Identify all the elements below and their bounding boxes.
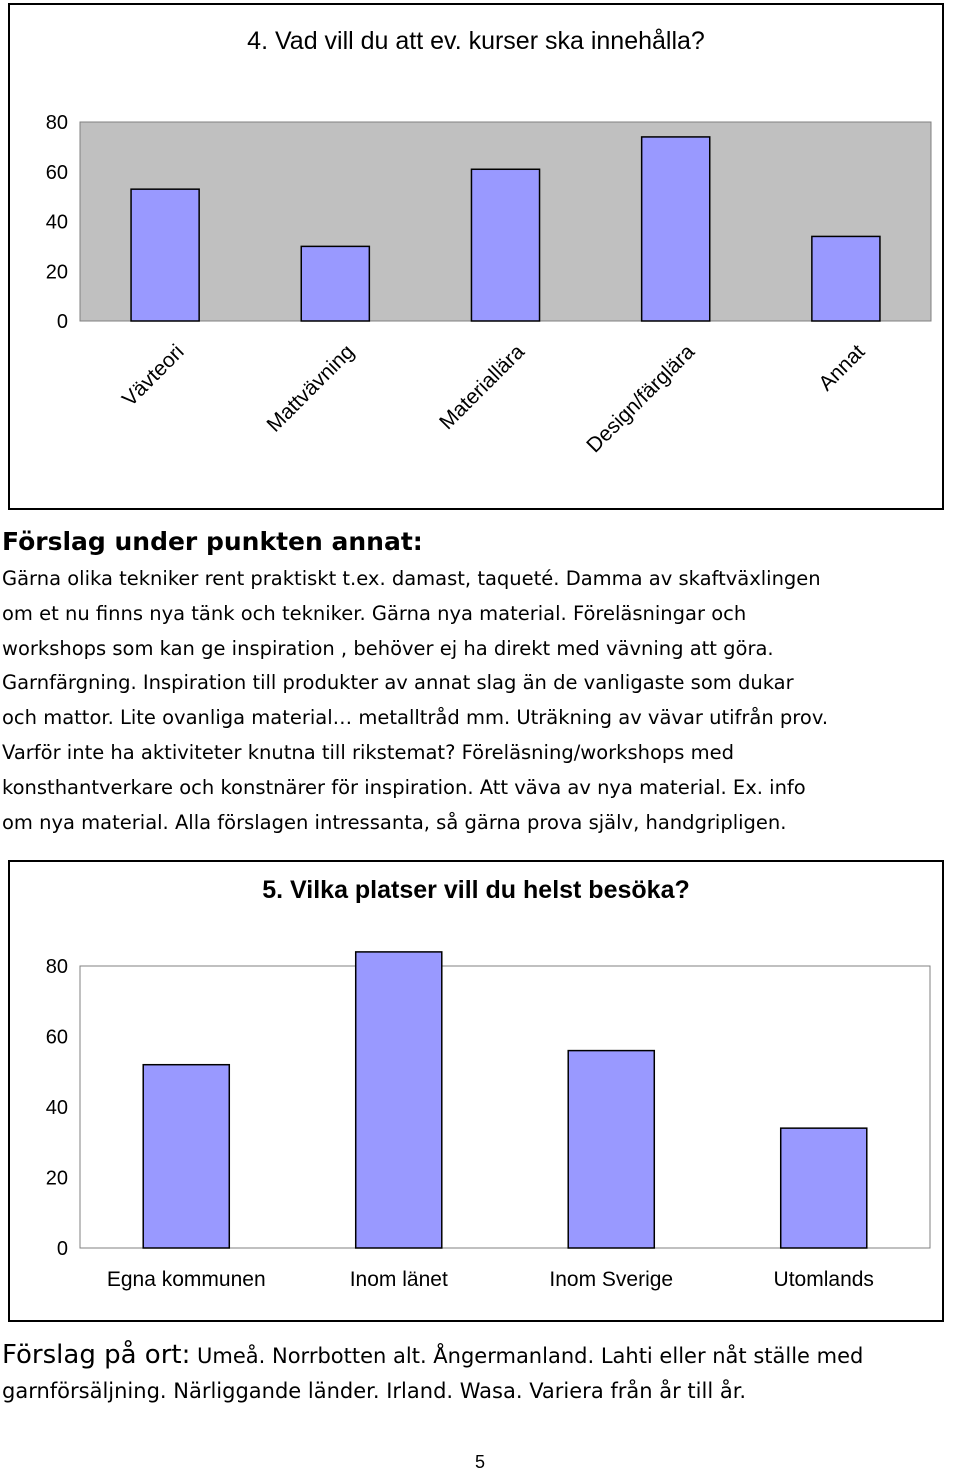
ort-heading: Förslag på ort: [2, 1340, 191, 1370]
y-tick-label: 60 [45, 161, 68, 184]
bar [812, 236, 880, 321]
bar [301, 246, 369, 321]
x-tick-label: Materiallära [435, 340, 530, 435]
annat-line: om et nu finns nya tänk och tekniker. Gärna nya material. Föreläsningar och [2, 601, 747, 625]
ort-line-1 [2, 1338, 957, 1374]
bar [131, 189, 199, 321]
x-tick-label: Egna kommunen [106, 1268, 266, 1291]
bar [568, 1051, 654, 1248]
bar [356, 952, 442, 1248]
x-tick-label: Utomlands [773, 1268, 874, 1291]
y-tick-label: 20 [45, 261, 68, 284]
annat-line: Varför inte ha aktiviteter knutna till rikstemat? Föreläsning/workshops med [2, 741, 735, 764]
y-tick-label: 0 [56, 311, 68, 333]
ort-line-2: garnförsäljning. Närliggande länder. Irland. Wasa. Variera från år till år. [2, 1379, 747, 1403]
y-tick-label: 0 [56, 1238, 68, 1260]
bar [143, 1065, 229, 1248]
x-tick-label: Inom Sverige [549, 1268, 674, 1291]
y-tick-label: 80 [45, 956, 68, 978]
chart-course-content-svg [10, 5, 946, 512]
chart-title: 5. Vilka platser vill du helst besöka? [262, 876, 690, 904]
x-tick-label: Inom länet [349, 1268, 448, 1291]
y-tick-label: 80 [45, 112, 68, 134]
x-tick-label: Mattvävning [262, 340, 359, 437]
bar [781, 1128, 867, 1248]
annat-heading: Förslag under punkten annat: [2, 527, 423, 556]
annat-line: konsthantverkare och konstnärer för inspiration. Att väva av nya material. Ex. info [2, 775, 806, 799]
x-tick-label: Vävteori [117, 340, 189, 412]
x-tick-label: Annat [814, 340, 870, 396]
y-tick-label: 40 [45, 211, 68, 234]
y-tick-label: 60 [45, 1026, 68, 1049]
y-tick-label: 40 [45, 1097, 68, 1119]
chart-course-content [8, 3, 944, 510]
page-number: 5 [474, 1452, 485, 1472]
chart-places-svg [10, 862, 946, 1324]
annat-line: workshops som kan ge inspiration , behöver ej ha direkt med vävning att göra. [2, 636, 774, 660]
x-tick-label: Design/färglära [582, 340, 700, 458]
chart-places [8, 860, 944, 1322]
bar [471, 169, 539, 321]
annat-line: och mattor. Lite ovanliga material… metalltråd mm. Uträkning av vävar utifrån prov. [2, 706, 829, 730]
annat-line: Gärna olika tekniker rent praktiskt t.ex. damast, taqueté. Damma av skaftväxlingen [2, 567, 821, 590]
ort-text-1: Umeå. Norrbotten alt. Ångermanland. Lahti eller nåt ställe med [190, 1344, 864, 1368]
y-tick-label: 20 [45, 1167, 68, 1190]
bar [642, 137, 710, 321]
annat-line: om nya material. Alla förslagen intressanta, så gärna prova själv, handgripligen. [2, 810, 787, 834]
annat-line: Garnfärgning. Inspiration till produkter av annat slag än de vanligaste som dukar [2, 671, 794, 695]
chart-title: 4. Vad vill du att ev. kurser ska innehålla? [247, 27, 705, 55]
